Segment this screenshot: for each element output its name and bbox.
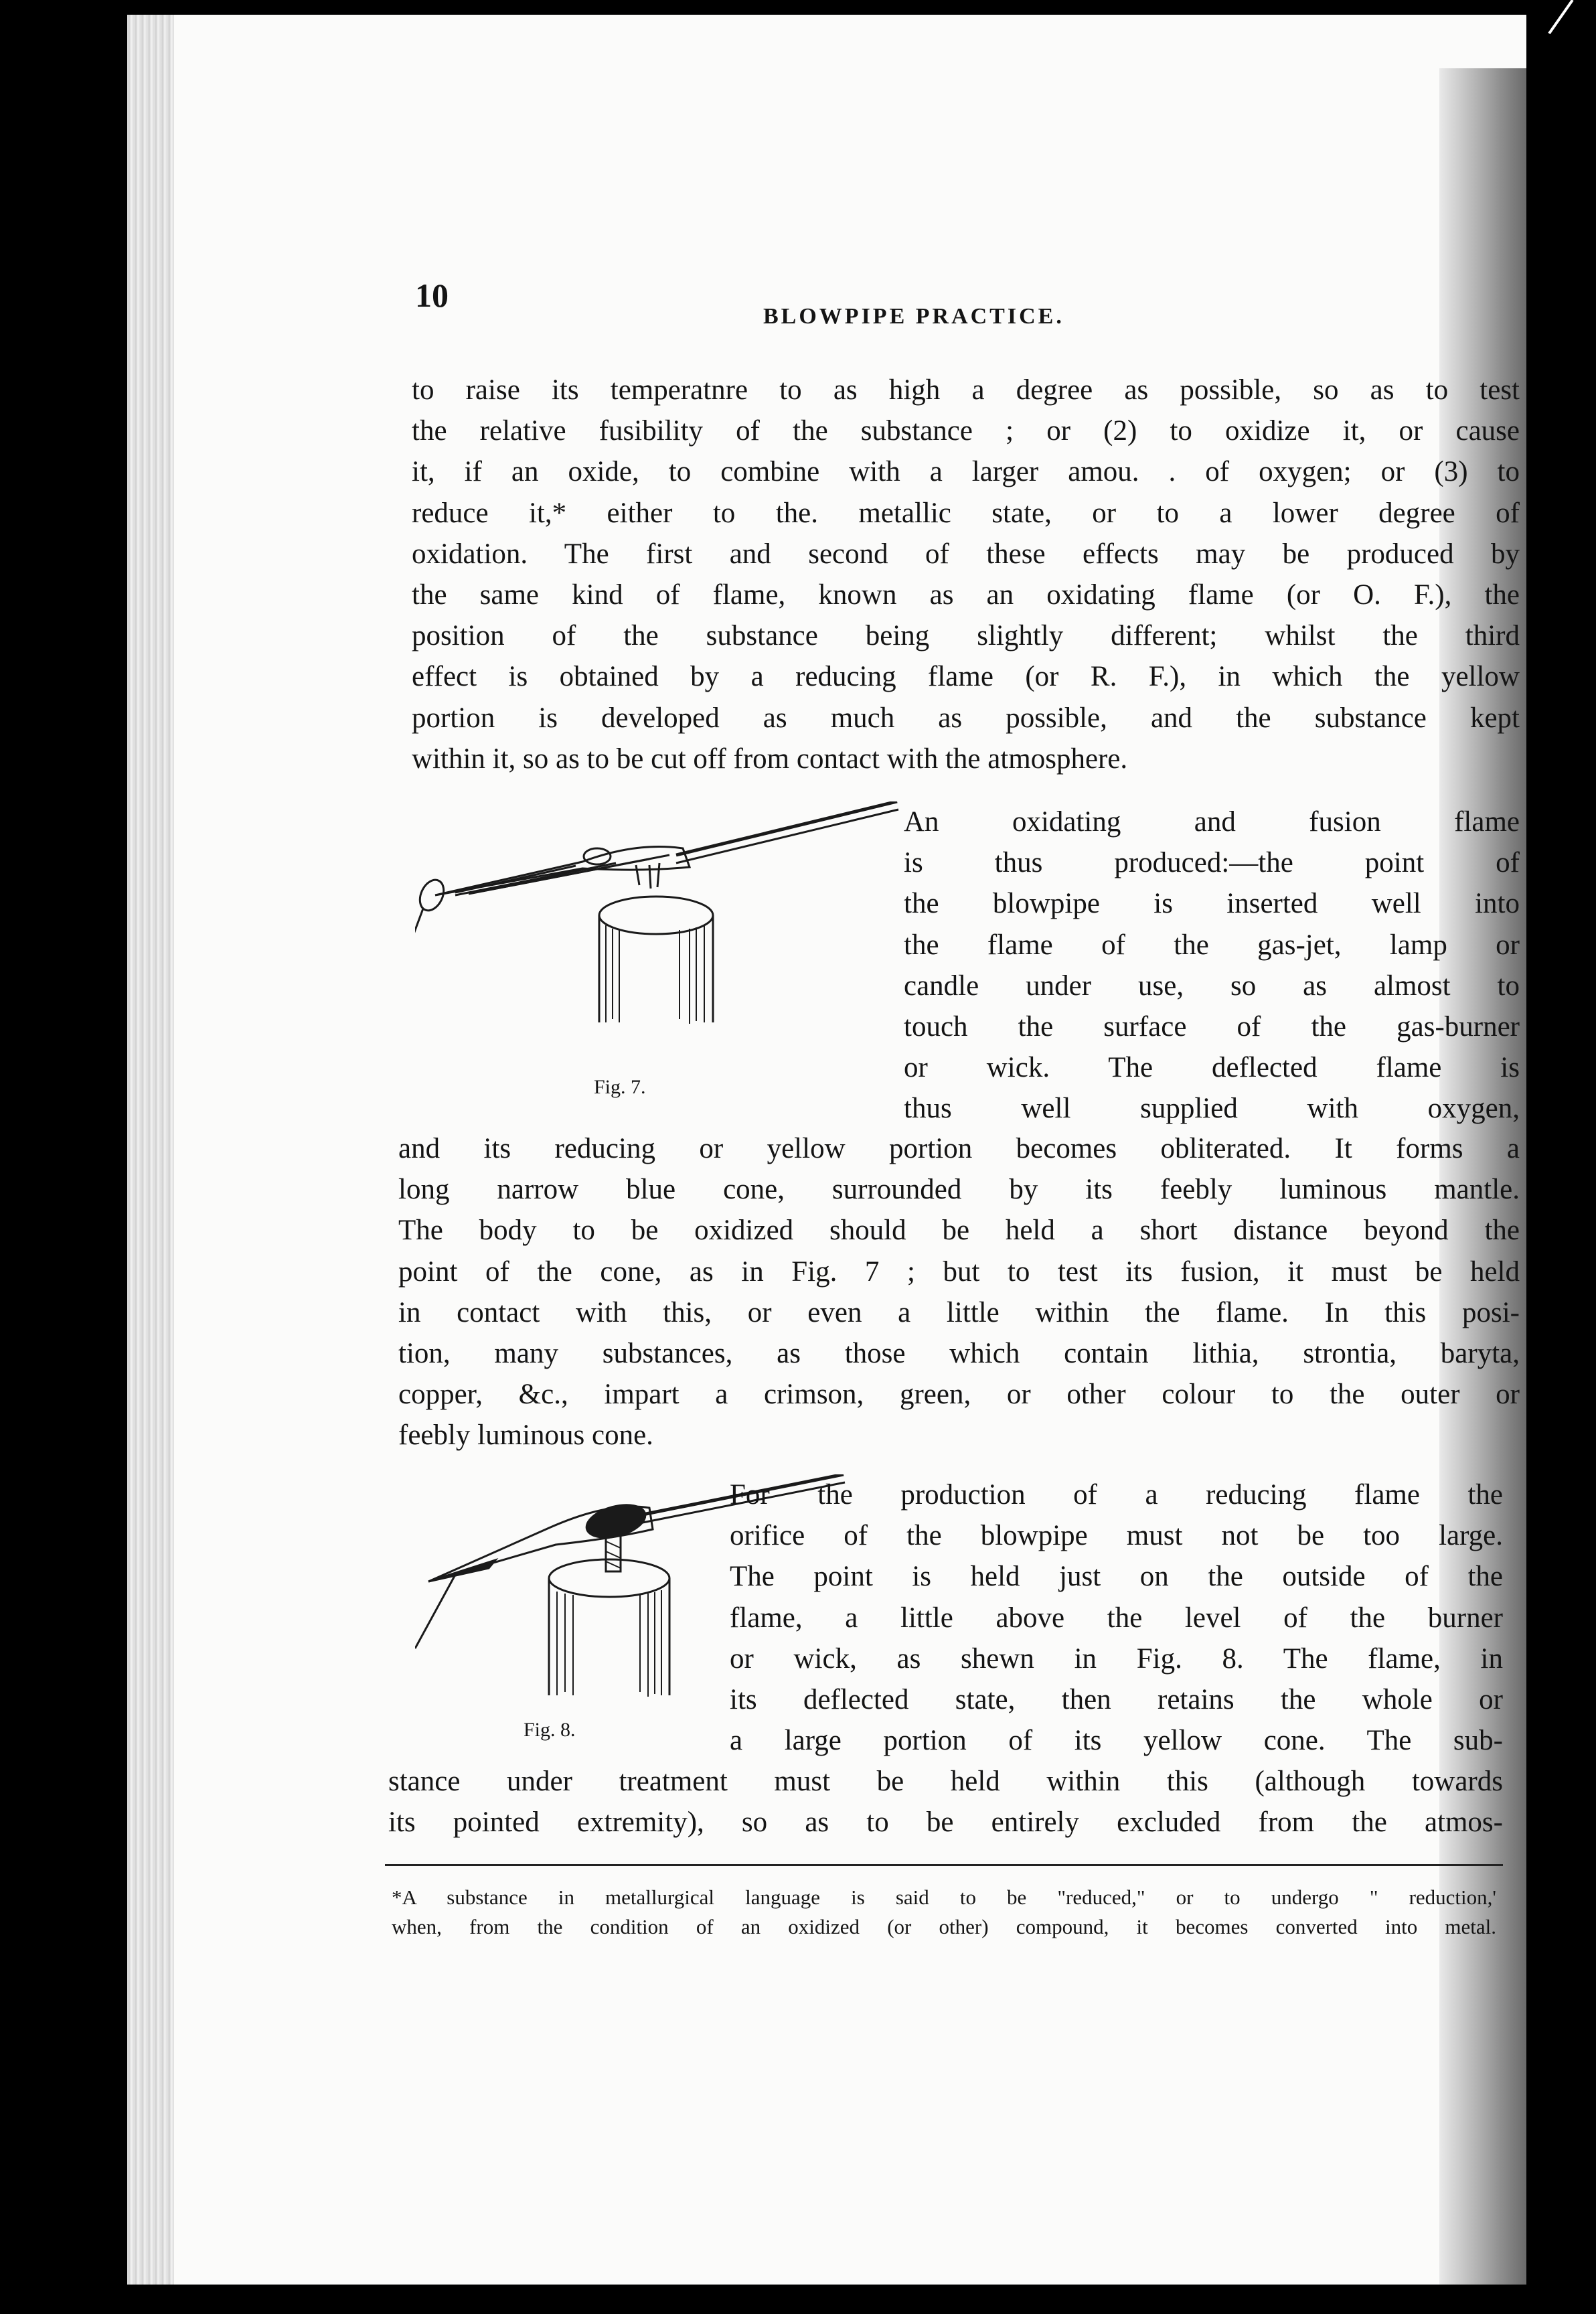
text-line: the same kind of flame, known as an oxidating flame (or O. F.), the xyxy=(412,578,1520,611)
text-line: the relative fusibility of the substance ; or (2) to oxidize it, or cause xyxy=(412,415,1520,447)
text-line: or wick. The deflected flame is xyxy=(904,1052,1520,1084)
text-line: the flame of the gas-jet, lamp or xyxy=(904,929,1520,961)
text-line: and its reducing or yellow portion becomes obliterated. It forms a xyxy=(398,1133,1520,1164)
page-edge-left xyxy=(127,15,174,2285)
text-line: its deflected state, then retains the whole or xyxy=(730,1683,1503,1715)
text-line: The point is held just on the outside of the xyxy=(730,1561,1503,1593)
text-line: it, if an oxide, to combine with a larger amou. . of oxygen; or (3) to xyxy=(412,456,1520,488)
text-line: is thus produced:—the point of xyxy=(904,847,1520,879)
figure-7-oxidating-flame xyxy=(415,801,904,1056)
text-line: the blowpipe is inserted well into xyxy=(904,888,1520,920)
text-line: touch the surface of the gas-burner xyxy=(904,1010,1520,1043)
running-head: BLOWPIPE PRACTICE. xyxy=(763,304,1064,329)
footnote-line: *A substance in metallurgical language is said to be "reduced," or to undergo " reduction,' xyxy=(392,1885,1496,1909)
text-line: stance under treatment must be held within this (although towards xyxy=(388,1766,1503,1797)
text-line: within it, so as to be cut off from contact with the atmosphere. xyxy=(412,743,1128,775)
text-line: thus well supplied with oxygen, xyxy=(904,1093,1520,1125)
text-line: position of the substance being slightly different; whilst the third xyxy=(412,620,1520,652)
paragraph-2-full-width xyxy=(398,1128,1520,1456)
paragraph-1 xyxy=(412,370,1520,779)
footnote-line: when, from the condition of an oxidized (or other) compound, it becomes converted into metal. xyxy=(392,1915,1496,1938)
text-line: For the production of a reducing flame the xyxy=(730,1479,1503,1511)
text-line: long narrow blue cone, surrounded by its feebly luminous mantle. xyxy=(398,1174,1520,1206)
text-line: in contact with this, or even a little within the flame. In this posi- xyxy=(398,1296,1520,1328)
text-line: effect is obtained by a reducing flame (or R. F.), in which the yellow xyxy=(412,661,1520,693)
text-line: portion is developed as much as possible, and the substance kept xyxy=(412,702,1520,734)
page-number: 10 xyxy=(415,277,449,314)
text-line: orifice of the blowpipe must not be too large. xyxy=(730,1520,1503,1552)
scan-mark xyxy=(1542,0,1583,40)
text-line: copper, &c., impart a crimson, green, or other colour to the outer or xyxy=(398,1379,1520,1411)
text-line: a large portion of its yellow cone. The sub- xyxy=(730,1725,1503,1757)
text-line: feebly luminous cone. xyxy=(398,1419,653,1452)
paragraph-3-full-width xyxy=(388,1761,1503,1843)
footnote-rule xyxy=(385,1864,1503,1866)
figure-8-caption: Fig. 8. xyxy=(524,1719,576,1741)
text-line: to raise its temperatnre to as high a degree as possible, so as to test xyxy=(412,374,1520,406)
text-line: flame, a little above the level of the burner xyxy=(730,1602,1503,1634)
text-line: or wick, as shewn in Fig. 8. The flame, in xyxy=(730,1642,1503,1675)
text-line: An oxidating and fusion flame xyxy=(904,806,1520,838)
paragraph-3-right-column xyxy=(730,1474,1503,1761)
footnote xyxy=(392,1883,1496,1942)
text-line: tion, many substances, as those which contain lithia, strontia, baryta, xyxy=(398,1337,1520,1369)
text-line: point of the cone, as in Fig. 7 ; but to test its fusion, it must be held xyxy=(398,1255,1520,1288)
text-line: candle under use, so as almost to xyxy=(904,970,1520,1002)
text-line: reduce it,* either to the. metallic state, or to a lower degree of xyxy=(412,497,1520,529)
text-line: its pointed extremity), so as to be entirely excluded from the atmos- xyxy=(388,1806,1503,1839)
paragraph-2-right-column xyxy=(904,801,1520,1130)
figure-7-caption: Fig. 7. xyxy=(594,1076,646,1098)
book-page xyxy=(127,15,1526,2285)
text-line: The body to be oxidized should be held a short distance beyond the xyxy=(398,1215,1520,1247)
text-line: oxidation. The first and second of these effects may be produced by xyxy=(412,538,1520,570)
